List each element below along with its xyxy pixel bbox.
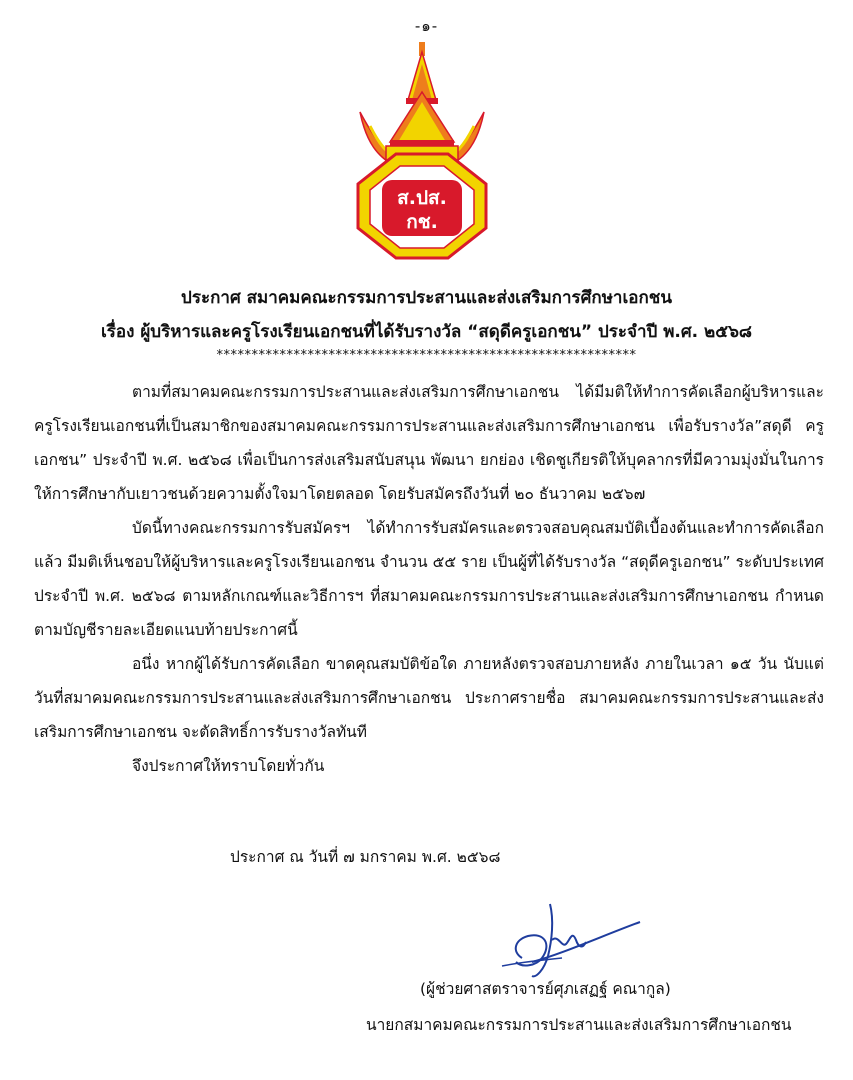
body-paragraph-3: อนึ่ง หากผู้ได้รับการคัดเลือก ขาดคุณสมบัติข้อใด ภายหลังตรวจสอบภายหลัง ภายในเวลา ๑๕ วัน นับแต่วันที่สมาคมคณะกรรมการประสานและส่งเสริมการศึกษาเอกชน ประกาศรายชื่อ สมาคมคณะกรรมการประสานและส่งเสริมการศึกษาเอกชน จะตัดสิทธิ์การรับรางวัลทันที	[34, 655, 824, 741]
page-number: -๑-	[414, 17, 439, 35]
body-paragraph-2: บัดนี้ทางคณะกรรมการรับสมัครฯ ได้ทำการรับสมัครและตรวจสอบคุณสมบัติเบื้องต้นและทำการคัดเลือกแล้ว มีมติเห็นชอบให้ผู้บริหารและครูโรงเรียนเอกชน จำนวน ๕๕ ราย เป็นผู้ที่ได้รับรางวัล “สดุดีครูเอกชน” ระดับประเทศ ประจำปี พ.ศ. ๒๕๖๘ ตามหลักเกณฑ์และวิธีการฯ ที่สมาคมคณะกรรมการประสานและส่งเสริมการศึกษาเอกชน กำหนดตามบัญชีรายละเอียดแนบท้ายประกาศนี้	[34, 519, 824, 639]
signer-name: (ผู้ช่วยศาสตราจารย์ศุภเสฏฐ์ คณากูล)	[420, 980, 671, 998]
emblem-text-line2: กช.	[406, 211, 438, 233]
announcement-subject: เรื่อง ผู้บริหารและครูโรงเรียนเอกชนที่ได้รับรางวัล “สดุดีครูเอกชน” ประจำปี พ.ศ. ๒๕๖๘	[100, 322, 753, 342]
announcement-date: ประกาศ ณ วันที่ ๗ มกราคม พ.ศ. ๒๕๖๘	[230, 848, 501, 866]
signer-position: นายกสมาคมคณะกรรมการประสานและส่งเสริมการศึกษาเอกชน	[366, 1016, 792, 1034]
separator-line: ************************************************************	[216, 348, 637, 363]
announcement-title: ประกาศ สมาคมคณะกรรมการประสานและส่งเสริมการศึกษาเอกชน	[181, 288, 672, 308]
body-paragraph-1: ตามที่สมาคมคณะกรรมการประสานและส่งเสริมการศึกษาเอกชน ได้มีมติให้ทำการคัดเลือกผู้บริหารและครูโรงเรียนเอกชนที่เป็นสมาชิกของสมาคมคณะกรรมการประสานและส่งเสริมการศึกษาเอกชน เพื่อรับรางวัล”สดุดี ครูเอกชน” ประจำปี พ.ศ. ๒๕๖๘ เพื่อเป็นการส่งเสริมสนับสนุน พัฒนา ยกย่อง เชิดชูเกียรติให้บุคลากรที่มีความมุ่งมั่นในการให้การศึกษากับเยาวชนด้วยความตั้งใจมาโดยตลอด โดยรับสมัครถึงวันที่ ๒๐ ธันวาคม ๒๕๖๗	[34, 383, 824, 503]
body-paragraph-4: จึงประกาศให้ทราบโดยทั่วกัน	[132, 757, 325, 775]
emblem-text-line1: ส.ปส.	[397, 187, 447, 209]
association-emblem-icon	[346, 42, 498, 262]
handwritten-signature	[492, 900, 642, 980]
